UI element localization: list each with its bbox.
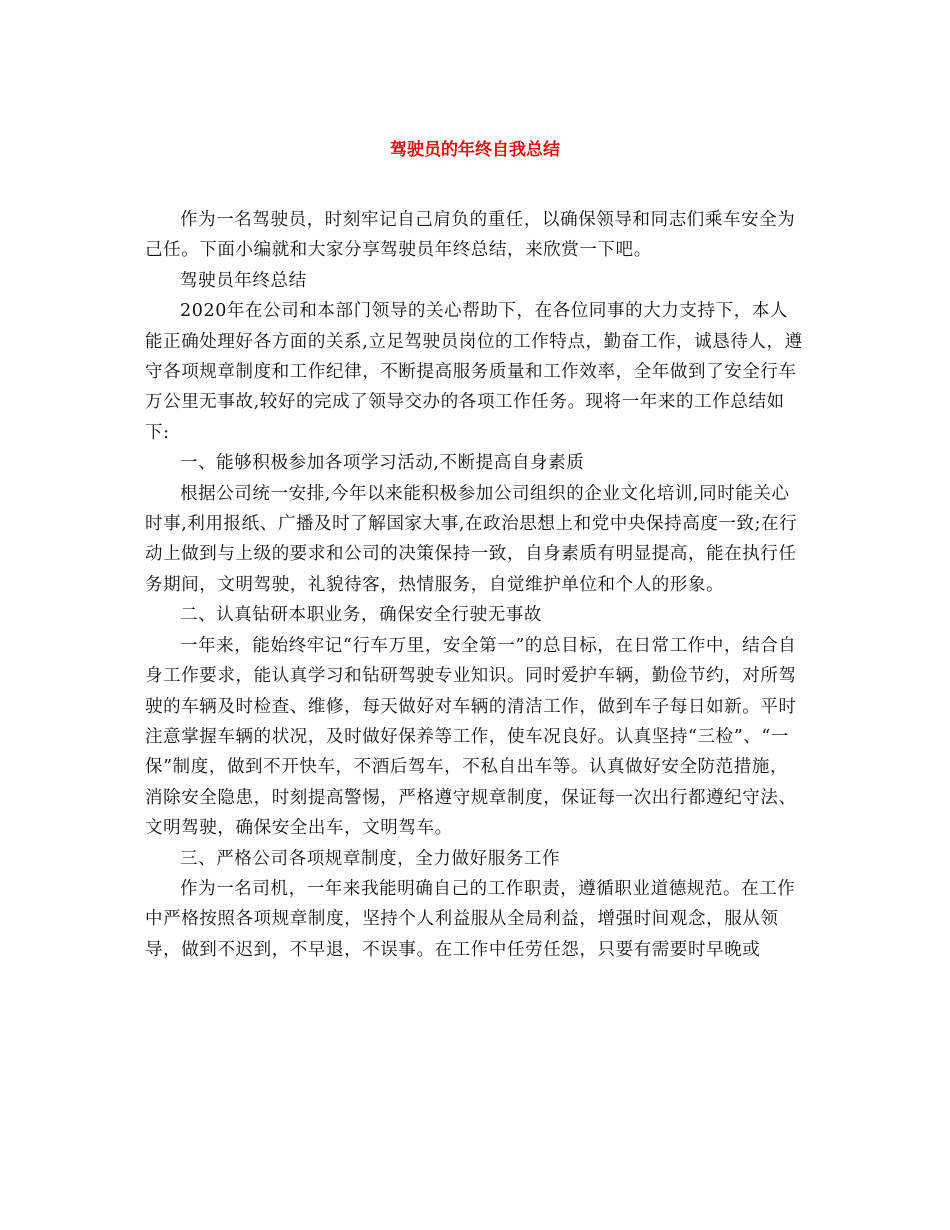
section-heading-2: 二、认真钻研本职业务，确保安全行驶无事故 bbox=[180, 605, 542, 626]
paragraph-section-2: 一年来，能始终牢记“行车万里，安全第一”的总目标，在日常工作中，结合自身工作要求，能认真学习和钻研驾驶专业知识。同时爱护车辆，勤俭节约，对所驾驶的车辆及时检查、维修，每天做好对车辆的清洁工作，做到车子每日如新。平时注意掌握车辆的状况，及时做好保养等工作，使车况良好。认真坚持“三检”、“一保”制度，做到不开快车，不酒后驾车，不私自出车等。认真做好安全防范措施，消除安全隐患，时刻提高警惕，严格遵守规章制度，保证每一次出行都遵纪守法、文明驾驶，确保安全出车，文明驾车。 bbox=[145, 635, 797, 839]
document-title: 驾驶员的年终自我总结 bbox=[390, 140, 560, 160]
paragraph-overview: 2020年在公司和本部门领导的关心帮助下，在各位同事的大力支持下，本人能正确处理好各方面的关系,立足驾驶员岗位的工作特点，勤奋工作，诚恳待人，遵守各项规章制度和工作纪律，不断提高服务质量和工作效率，全年做到了安全行车万公里无事故,较好的完成了领导交办的各项工作任务。现将一年来的工作总结如下: bbox=[145, 301, 803, 443]
paragraph-section-3: 作为一名司机，一年来我能明确自己的工作职责，遵循职业道德规范。在工作中严格按照各项规章制度，坚持个人利益服从全局利益，增强时间观念，服从领导，做到不迟到，不早退，不误事。在工作中任劳任怨，只要有需要时早晚或 bbox=[145, 878, 796, 960]
paragraph-subtitle: 驾驶员年终总结 bbox=[180, 270, 307, 291]
paragraph-section-1: 根据公司统一安排,今年以来能积极参加公司组织的企业文化培训,同时能关心时事,利用报纸、广播及时了解国家大事,在政治思想上和党中央保持高度一致;在行动上做到与上级的要求和公司的决策保持一致，自身素质有明显提高，能在执行任务期间，文明驾驶，礼貌待客，热情服务，自觉维护单位和个人的形象。 bbox=[145, 483, 798, 595]
paragraph-intro: 作为一名驾驶员，时刻牢记自己肩负的重任，以确保领导和同志们乘车安全为己任。下面小编就和大家分享驾驶员年终总结，来欣赏一下吧。 bbox=[145, 210, 796, 261]
document-body bbox=[145, 205, 805, 965]
section-heading-3: 三、严格公司各项规章制度，全力做好服务工作 bbox=[180, 848, 561, 869]
section-heading-1: 一、能够积极参加各项学习活动,不断提高自身素质 bbox=[180, 453, 585, 474]
